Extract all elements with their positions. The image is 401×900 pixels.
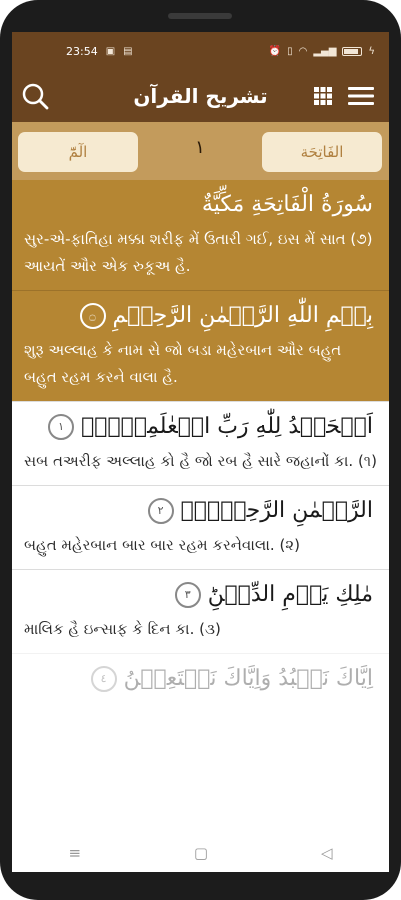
previous-surah-button[interactable]: الٓمّٓ bbox=[18, 132, 138, 172]
surah-intro bbox=[12, 180, 389, 290]
ayah-marker-icon: ۝ bbox=[80, 303, 106, 329]
status-time: 23:54 bbox=[66, 44, 98, 58]
status-left bbox=[66, 45, 133, 58]
verse-text: مٰلِكِ يَوۡمِ الدِّيۡنِؕ bbox=[207, 582, 373, 607]
verse-translation: સબ તઅરીફ અલ્લાહ કો હૈ જો રબ હૈ સારે જહાનોં કા. (૧) bbox=[24, 452, 378, 470]
app-bar bbox=[12, 70, 389, 122]
verse-arabic bbox=[24, 662, 377, 696]
bismillah-translation: શુરૂ અલ્લાહ કે નામ સે જો બડા મહેરબાન ઔર બહુત બહુત રહમ કરને વાલા હૈ. bbox=[24, 341, 342, 386]
charging-icon: ϟ bbox=[368, 45, 375, 57]
recent-apps-icon[interactable]: ≡ bbox=[68, 844, 82, 862]
verse-number: ٤ bbox=[91, 666, 117, 692]
verse-text: اَلۡحَمۡدُ لِلّٰهِ رَبِّ الۡعٰلَمِيۡنَۙ bbox=[81, 414, 373, 439]
verse-number: ١ bbox=[48, 414, 74, 440]
grid-icon[interactable] bbox=[314, 87, 332, 105]
verse-number: ٢ bbox=[148, 498, 174, 524]
alarm-icon: ⏰ bbox=[268, 45, 282, 57]
verse-text: الرَّحۡمٰنِ الرَّحِيۡمِۙ bbox=[180, 498, 373, 523]
verse-number: ٣ bbox=[175, 582, 201, 608]
bismillah-block bbox=[12, 290, 389, 401]
signal-icon: ▂▄▆ bbox=[313, 45, 337, 57]
surah-navigation bbox=[12, 122, 389, 180]
status-right bbox=[269, 46, 375, 57]
verse-arabic bbox=[24, 410, 377, 444]
surah-title: سُورَةُ الْفَاتِحَةِ مَكِّيَّةٌ bbox=[201, 192, 373, 217]
battery-icon bbox=[342, 47, 362, 56]
notification-icon: ▣ bbox=[105, 45, 116, 57]
app-title: تشریح القرآن bbox=[133, 84, 268, 108]
vibrate-icon: ▯ bbox=[287, 45, 293, 57]
system-nav-bar bbox=[12, 834, 389, 872]
speaker-grille bbox=[168, 13, 232, 19]
wifi-icon: ◠ bbox=[298, 45, 308, 57]
verse-arabic bbox=[24, 578, 377, 612]
bismillah-text: بِسۡمِ اللّٰهِ الرَّحۡمٰنِ الرَّحِيۡمِ bbox=[112, 303, 373, 328]
verse-text: اِيَّاكَ نَعۡبُدُ وَاِيَّاكَ نَسۡتَعِيۡنُ bbox=[123, 666, 373, 691]
app-screen bbox=[12, 32, 389, 872]
bismillah-arabic bbox=[24, 299, 377, 333]
verse-item[interactable] bbox=[12, 485, 389, 569]
search-icon[interactable] bbox=[20, 81, 50, 111]
verse-item[interactable] bbox=[12, 401, 389, 485]
verse-translation: બહુત મહેરબાન બાર બાર રહમ કરનેવાલા. (૨) bbox=[24, 536, 300, 554]
verse-item[interactable] bbox=[12, 569, 389, 653]
back-icon[interactable]: ◁ bbox=[320, 844, 333, 862]
verse-arabic bbox=[24, 494, 377, 528]
current-surah-button[interactable]: الفَاتِحَة bbox=[262, 132, 382, 172]
status-bar bbox=[12, 32, 389, 70]
sim-icon: ▤ bbox=[123, 45, 133, 57]
menu-icon[interactable] bbox=[348, 85, 374, 107]
surah-number: ١ bbox=[195, 137, 205, 158]
surah-description: સુર-એ-ફાતિહા મક્કા શરીફ મેં ઉતારી ગઈ, ઇસ મેં સાત (૭) આયતેં ઔર એક રુકૂઅ હૈ. bbox=[24, 230, 373, 275]
home-icon[interactable]: ▢ bbox=[193, 844, 209, 862]
verse-item[interactable] bbox=[12, 653, 389, 706]
verse-translation: માલિક હૈ ઇન્સાફ કે દિન કા. (૩) bbox=[24, 620, 221, 638]
